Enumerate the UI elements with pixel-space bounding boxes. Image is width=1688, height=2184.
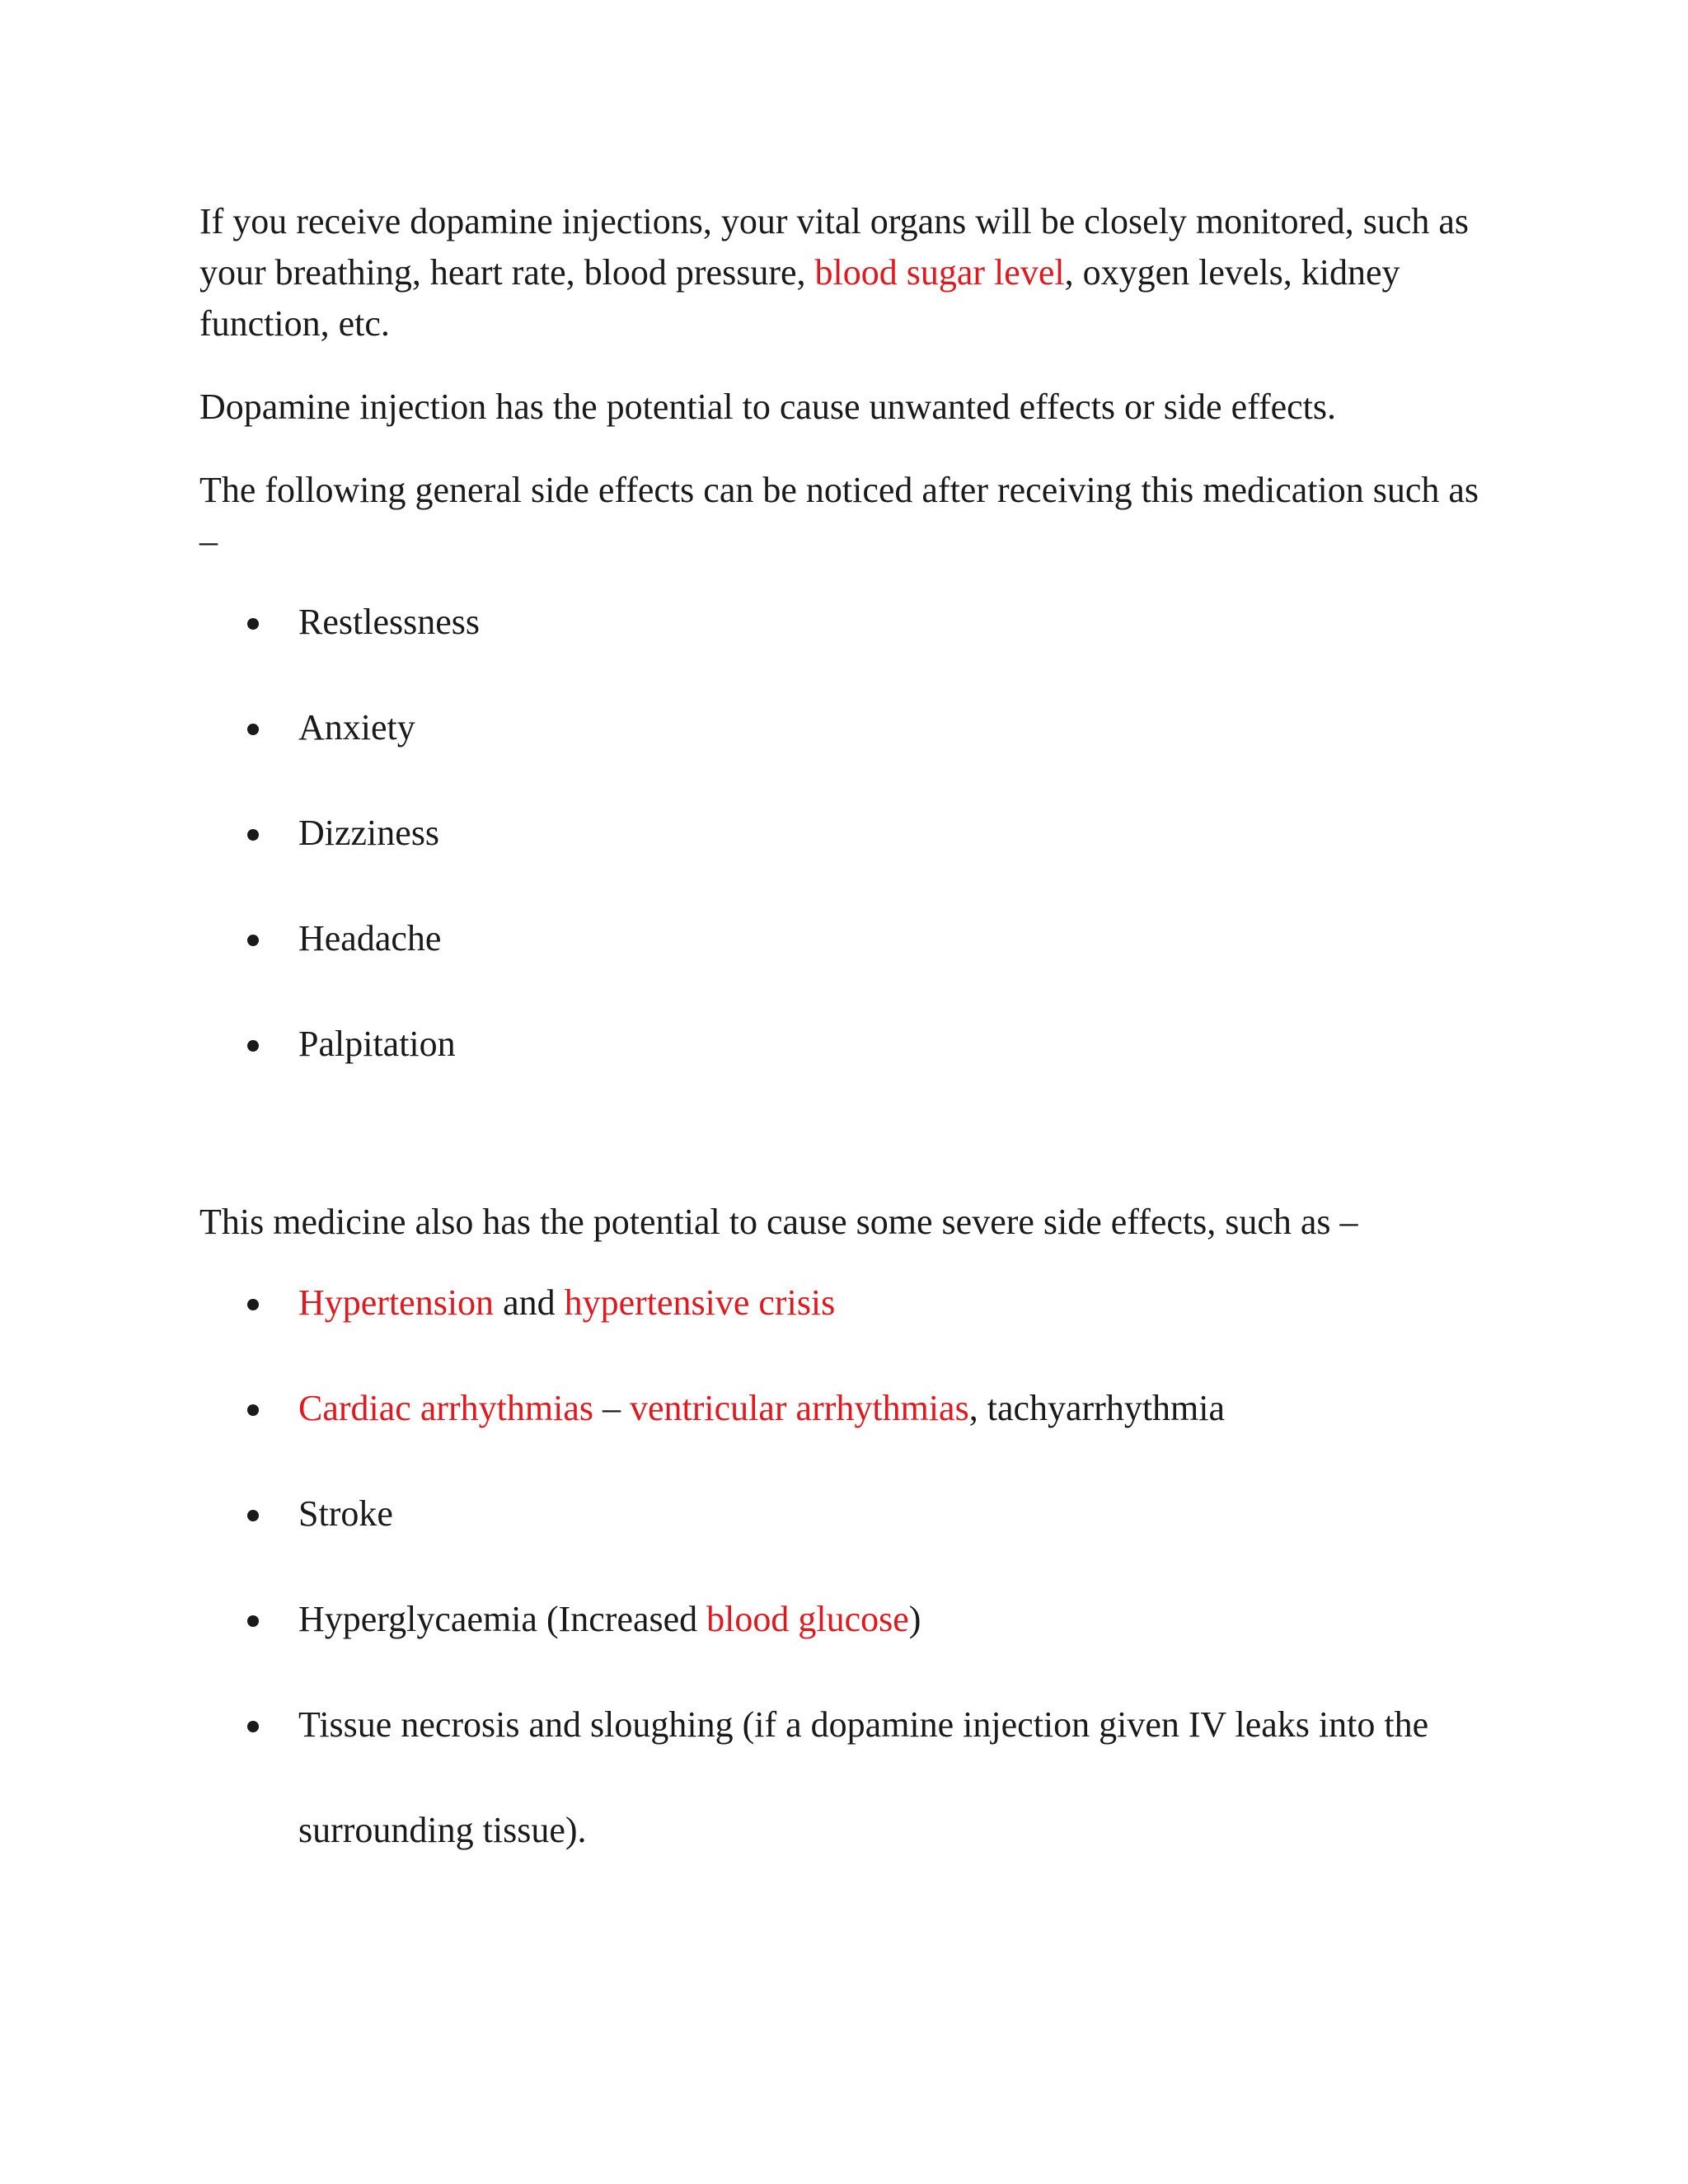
ventricular-arrhythmias-link[interactable]: ventricular arrhythmias — [629, 1388, 969, 1428]
list-item — [199, 1594, 1502, 1645]
list-item — [199, 702, 1502, 753]
bullet-icon — [247, 829, 259, 841]
section-spacer — [199, 1124, 1502, 1197]
list-item-tail: , tachyarrhythmia — [968, 1388, 1226, 1428]
list-item-after: ) — [908, 1599, 921, 1639]
side-effects-intro-paragraph: Dopamine injection has the potential to cause unwanted effects or side effects. — [199, 387, 1337, 427]
list-item-label: Palpitation — [298, 1024, 456, 1064]
monitoring-text-before: If you receive dopamine injections, your vital organs will be closely monitored, such as your breathing, heart rate, blood pressure, — [199, 201, 1470, 293]
bullet-icon — [247, 1721, 259, 1732]
bullet-icon — [247, 724, 259, 735]
list-item — [199, 1383, 1502, 1434]
bullet-icon — [247, 935, 259, 946]
list-item-connector: and — [494, 1282, 565, 1323]
list-item-before: Hyperglycaemia (Increased — [298, 1599, 707, 1639]
list-item — [199, 597, 1502, 648]
list-item-label: Anxiety — [298, 707, 415, 748]
list-item-connector: – — [593, 1388, 630, 1428]
list-item — [199, 1277, 1502, 1329]
hypertension-link[interactable]: Hypertension — [298, 1282, 495, 1323]
list-item-label: Stroke — [298, 1493, 393, 1534]
list-item — [199, 808, 1502, 859]
bullet-icon — [247, 1404, 259, 1416]
list-item — [199, 913, 1502, 964]
bullet-icon — [247, 618, 259, 630]
blood-sugar-level-link[interactable]: blood sugar level — [814, 252, 1065, 293]
list-item-label: Dizziness — [298, 813, 440, 853]
bullet-icon — [247, 1510, 259, 1521]
cardiac-arrhythmias-link[interactable]: Cardiac arrhythmias — [298, 1388, 593, 1428]
list-item — [199, 1672, 1502, 1883]
list-item-label: Headache — [298, 918, 442, 958]
blood-glucose-link[interactable]: blood glucose — [706, 1599, 909, 1639]
severe-side-effects-list — [199, 1277, 1502, 1883]
bullet-icon — [247, 1040, 259, 1052]
monitoring-text-after: , oxygen levels, kidney function, etc. — [199, 252, 1400, 344]
bullet-icon — [247, 1299, 259, 1310]
list-item — [199, 1019, 1502, 1070]
monitoring-paragraph — [199, 196, 1502, 349]
document-body — [199, 196, 1502, 1938]
list-item-label: Tissue necrosis and sloughing (if a dopamine injection given IV leaks into the surrounding tissue). — [298, 1704, 1429, 1850]
list-item-label: Restlessness — [298, 602, 480, 642]
general-side-effects-list — [199, 597, 1502, 1070]
general-effects-intro-paragraph: The following general side effects can be noticed after receiving this medication such as – — [199, 470, 1479, 561]
bullet-icon — [247, 1615, 259, 1627]
hypertensive-crisis-link[interactable]: hypertensive crisis — [564, 1282, 836, 1323]
severe-effects-intro-paragraph: This medicine also has the potential to cause some severe side effects, such as – — [199, 1202, 1358, 1242]
list-item — [199, 1488, 1502, 1540]
